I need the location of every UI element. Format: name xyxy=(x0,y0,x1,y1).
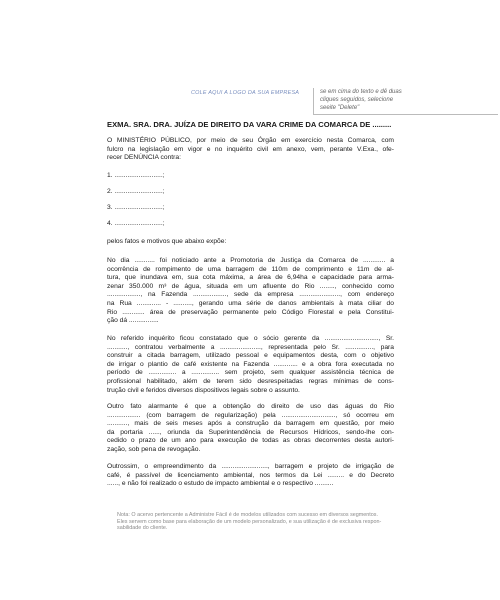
text-line: cedido o prazo de um ano para execução de todas as obras decorrentes desta autori- xyxy=(107,437,394,445)
defendant-item-1: 1. ..........................; xyxy=(107,172,165,179)
text-line: café, é passível de licenciamento ambiental, nos termos da Lei ......... e do Decreto xyxy=(107,471,394,479)
paragraph-2 xyxy=(107,335,394,395)
defendant-item-3: 3. ..........................; xyxy=(107,204,165,211)
intro-paragraph xyxy=(107,137,394,163)
text-line: de irrigar o plantio de café existente na Fazenda ............. e a obra fora executada no xyxy=(107,360,394,368)
footer-note-line: Eles servem como base para elaboração de um modelo personalizado, e sua utilização é de exclusiva respon- xyxy=(117,518,382,525)
footer-note xyxy=(117,512,397,532)
text-line: zenar 350.000 m³ de água, situada em um afluente do Rio ........, conhecido como xyxy=(107,282,394,290)
text-line: período de ............... a ............... sem projeto, sem qualquer assistência técnica de xyxy=(107,369,394,377)
defendant-item-4: 4. ..........................; xyxy=(107,220,165,227)
footer-note-line: sabilidade do cliente. xyxy=(117,525,168,532)
text-line: profissional habilitado, além de terem sido desrespeitadas regras mínimas de cons- xyxy=(107,377,394,385)
text-line: ..........., contratou verbalmente a ......................, representada pelo Sr. ..............., para xyxy=(107,343,394,351)
text-line: na Rua ............. - .........., gerando uma série de danos ambientais à mata ciliar do xyxy=(107,299,394,307)
side-note-line: seeite "Delete" xyxy=(320,105,360,111)
text-line: O MINISTÉRIO PÚBLICO, por meio de seu Órgão em exercício nesta Comarca, com xyxy=(107,137,394,144)
text-line: zação, sob pena de revogação. xyxy=(107,445,201,453)
side-note xyxy=(313,88,498,115)
text-line: No referido inquérito ficou constatado que o sócio gerente da ............................., Sr. xyxy=(107,335,394,342)
text-line: da portaria ......, oriunda da Superintendência de Recursos Hídricos, sendo-lhe con- xyxy=(107,428,394,436)
logo-placeholder: COLE AQUI A LOGO DA SUA EMPRESA xyxy=(191,90,300,96)
text-line: recer DENÚNCIA contra: xyxy=(107,154,181,162)
text-line: Outrossim, o empreendimento da ........................., barragem e projeto de irrigação de xyxy=(107,463,394,470)
motives-line: pelos fatos e motivos que abaixo expõe: xyxy=(107,238,227,245)
text-line: construir a citada barragem, utilizado pessoal e equipamentos desta, com o objetivo xyxy=(107,352,394,360)
defendant-item-2: 2. ..........................; xyxy=(107,188,165,195)
text-line: ..........., mais de seis meses após a construção da barragem em questão, por meio xyxy=(107,420,394,428)
text-line: No dia ........... foi noticiado ante a Promotoria de Justiça da Comarca de ............ a xyxy=(107,257,394,264)
footer-note-line: Nota: O acervo pertencente a Administre Fácil é de modelos utilizados com sucesso em diversos segmentos. xyxy=(117,512,378,518)
side-note-line: se em cima do texto e dê duas xyxy=(320,89,402,95)
document-heading: EXMA. SRA. DRA. JUÍZA DE DIREITO DA VARA CRIME DA COMARCA DE ......... xyxy=(107,120,392,129)
paragraph-1 xyxy=(107,257,394,326)
text-line: .................., na Fazenda .................., sede da empresa ......................, com endereço xyxy=(107,291,394,299)
text-line: trução civil e feridos diversos dispositivos legais sobre o assunto. xyxy=(107,386,300,394)
text-line: fulcro na legislação em vigor e no inquérito civil em anexo, vem, perante V.Exa., ofe- xyxy=(107,145,394,153)
text-line: ção dá ................ xyxy=(107,317,159,325)
text-line: .................. (com barragem de regularização) pela ............................., só ocorreu em xyxy=(107,411,394,419)
text-line: ocorrência de rompimento de uma barragem de 110m de comprimento e 11m de al- xyxy=(107,265,394,273)
paragraph-3 xyxy=(107,403,394,455)
side-note-line: cliques seguidos, selecione xyxy=(320,97,394,103)
text-line: Outro fato alarmante é que a obtenção do direito de uso das águas do Rio xyxy=(107,403,394,410)
text-line: tura, que inundava em, sua cota máxima, a área de 6,94ha e capacidade para arma- xyxy=(107,274,394,282)
paragraph-4 xyxy=(107,463,394,489)
text-line: ......, e não foi realizado o estudo de impacto ambiental e o respectivo .......... xyxy=(107,480,334,488)
text-line: Rio ............ área de preservação permanente pelo Código Florestal e pela Constitui- xyxy=(107,308,394,316)
